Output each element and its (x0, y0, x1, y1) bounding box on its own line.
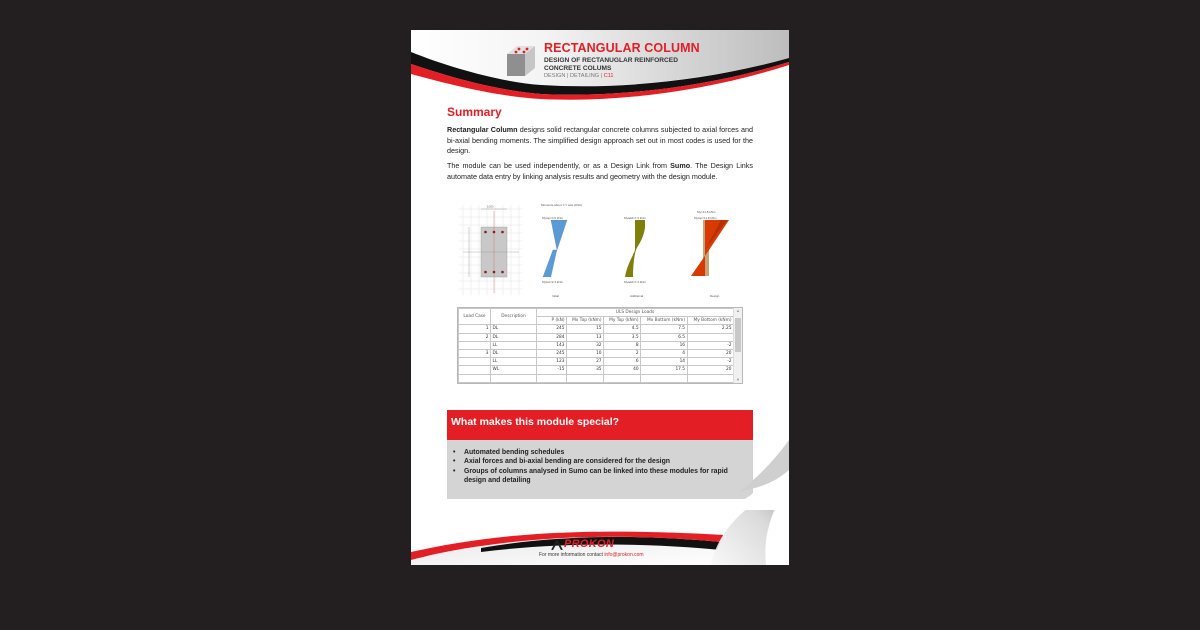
cell-mx-top[interactable] (567, 374, 604, 382)
prokon-logo-text: PROKON (564, 538, 615, 550)
cell-load-case[interactable] (459, 358, 491, 366)
cell-my-top[interactable]: 4.5 (604, 325, 641, 333)
cell-load-case[interactable] (459, 341, 491, 349)
para2-text-end: . The Design Links automate data entry by linking analysis results and geometry with the design module. (447, 161, 753, 181)
cell-my-top[interactable] (604, 374, 641, 382)
cell-mx-bottom[interactable]: 14 (641, 358, 687, 366)
design-caption: Design (710, 294, 720, 298)
summary-heading: Summary (447, 105, 502, 119)
scroll-down-icon[interactable]: ▼ (736, 376, 740, 382)
additional-bottom-label: Myadd=7.3 kNm (624, 280, 646, 284)
cell-load-case[interactable] (459, 374, 491, 382)
cell-mx-bottom[interactable] (641, 374, 687, 382)
para1-text: designs solid rectangular concrete columns subjected to axial forces and bi-axial bending moments. The simplified design approach set out in most codes is used for the design. (447, 125, 753, 156)
module-code: C11 (603, 73, 614, 79)
subtitle-line-1: DESIGN OF RECTANUGLAR REINFORCED (544, 57, 678, 64)
cell-mx-bottom[interactable]: 16 (641, 341, 687, 349)
sumo-name: Sumo (670, 161, 691, 170)
cell-description[interactable]: LL (491, 358, 537, 366)
cell-description[interactable]: DL (491, 349, 537, 357)
table-row[interactable] (459, 341, 734, 349)
initial-top-label: Mytop=4.5 kNm (542, 216, 564, 220)
cell-p[interactable]: 123 (537, 358, 567, 366)
uls-group-header: ULS Design Loads (615, 310, 655, 316)
cell-load-case[interactable]: 2 (459, 333, 491, 341)
page-curl (711, 440, 789, 510)
col-my-top: My Top (kNm) (609, 318, 639, 324)
subtitle-line-2: CONCRETE COLUMS (544, 65, 612, 72)
summary-paragraph-2 (447, 161, 753, 182)
cell-mx-bottom[interactable]: 4 (641, 349, 687, 357)
cell-p[interactable]: 245 (537, 325, 567, 333)
additional-caption: Additional (630, 294, 644, 298)
column-section-diagram (457, 203, 525, 299)
cell-my-bottom[interactable]: 20 (687, 349, 733, 357)
moment-chart-title: Moments about Y-Y axis (kNm) (541, 203, 583, 207)
cell-mx-top[interactable]: 32 (567, 341, 604, 349)
design-moment-diagram (681, 220, 741, 280)
sumo-name: Sumo (568, 467, 588, 475)
cell-mx-bottom[interactable]: 7.5 (641, 325, 687, 333)
cell-my-top[interactable]: 6 (604, 358, 641, 366)
cell-my-bottom[interactable]: 20 (687, 366, 733, 374)
cell-mx-top[interactable]: 10 (567, 349, 604, 357)
table-row-empty[interactable] (459, 374, 734, 382)
product-name: Rectangular Column (447, 125, 518, 134)
tags-text: DESIGN | DETAILING | (544, 73, 604, 79)
module-title: RECTANGULAR COLUMN (544, 41, 700, 55)
special-heading: What makes this module special? (451, 416, 620, 428)
col-description: Description (501, 314, 526, 320)
cell-my-bottom[interactable] (687, 333, 733, 341)
col-mx-top: Mx Top (kNm) (572, 318, 602, 324)
col-load-case: Load Case (463, 314, 486, 320)
cell-my-top[interactable]: 8 (604, 341, 641, 349)
cell-p[interactable]: 284 (537, 333, 567, 341)
table-row[interactable] (459, 333, 734, 341)
feature-item: • Axial forces and bi-axial bending are considered for the design (453, 457, 748, 466)
feature-text: Groups of columns analysed in (464, 467, 569, 475)
table-scrollbar[interactable] (733, 308, 742, 383)
additional-moment-diagram (621, 220, 661, 280)
cell-mx-top[interactable]: 15 (567, 325, 604, 333)
cell-p[interactable]: 245 (537, 349, 567, 357)
cell-my-bottom[interactable] (687, 374, 733, 382)
contact-prefix: For more information contact (539, 552, 605, 558)
summary-paragraph-1 (447, 125, 753, 157)
table-row[interactable] (459, 325, 734, 333)
additional-top-label: Myadd=7.3 kNm (624, 216, 646, 220)
cell-my-top[interactable]: 2 (604, 349, 641, 357)
cell-my-bottom[interactable]: -2 (687, 341, 733, 349)
initial-bottom-label: Mybot=2.3 kNm (542, 280, 564, 284)
brochure-page (411, 30, 789, 565)
cell-mx-bottom[interactable]: 17.5 (641, 366, 687, 374)
cell-description[interactable]: DL (491, 333, 537, 341)
scroll-thumb[interactable] (735, 318, 741, 352)
cell-mx-top[interactable]: 27 (567, 358, 604, 366)
table-row[interactable] (459, 366, 734, 374)
cell-description[interactable]: DL (491, 325, 537, 333)
cell-description[interactable] (491, 374, 537, 382)
cell-mx-bottom[interactable]: 6.5 (641, 333, 687, 341)
feature-text: can be linked into these modules for rapid design and detailing (464, 467, 728, 484)
contact-email-link[interactable]: info@prokon.com (604, 552, 644, 558)
feature-list (453, 448, 748, 485)
prokon-logo-icon (551, 540, 563, 550)
table-row[interactable] (459, 358, 734, 366)
cell-my-top[interactable]: 40 (604, 366, 641, 374)
cell-load-case[interactable] (459, 366, 491, 374)
col-p: P (kN) (551, 318, 565, 324)
feature-item (453, 467, 748, 486)
cell-description[interactable]: WL (491, 366, 537, 374)
design-header-label: My=11.8 kNm (697, 210, 716, 214)
module-tags (544, 73, 614, 79)
cell-my-bottom[interactable]: 2.25 (687, 325, 733, 333)
scroll-up-icon[interactable]: ▲ (736, 308, 740, 313)
col-mx-bottom: Mx Bottom (kNm) (647, 318, 686, 324)
para2-text-start: The module can be used independently, or as a Design Link from (447, 161, 671, 170)
feature-item: • Automated bending schedules (453, 448, 748, 457)
contact-line (539, 552, 644, 558)
cell-load-case[interactable]: 1 (459, 325, 491, 333)
table-row[interactable] (459, 349, 734, 357)
cell-description[interactable]: LL (491, 341, 537, 349)
concrete-column-cube-icon (503, 42, 539, 78)
cell-p[interactable] (537, 374, 567, 382)
cell-p[interactable]: 143 (537, 341, 567, 349)
cell-my-top[interactable]: 3.5 (604, 333, 641, 341)
cell-load-case[interactable]: 3 (459, 349, 491, 357)
module-subtitle (544, 57, 714, 73)
initial-caption: Initial (552, 294, 560, 298)
cell-my-bottom[interactable]: -2 (687, 358, 733, 366)
design-top-label: Mytop=11.8 kNm (694, 216, 717, 220)
cell-mx-top[interactable]: 35 (567, 366, 604, 374)
col-my-bottom: My Bottom (kNm) (693, 318, 732, 324)
cell-p[interactable]: -15 (537, 366, 567, 374)
section-dimension: 1/200 (487, 205, 494, 209)
cell-mx-top[interactable]: 13 (567, 333, 604, 341)
uls-design-loads-table (457, 307, 743, 384)
initial-moment-diagram (539, 220, 579, 280)
